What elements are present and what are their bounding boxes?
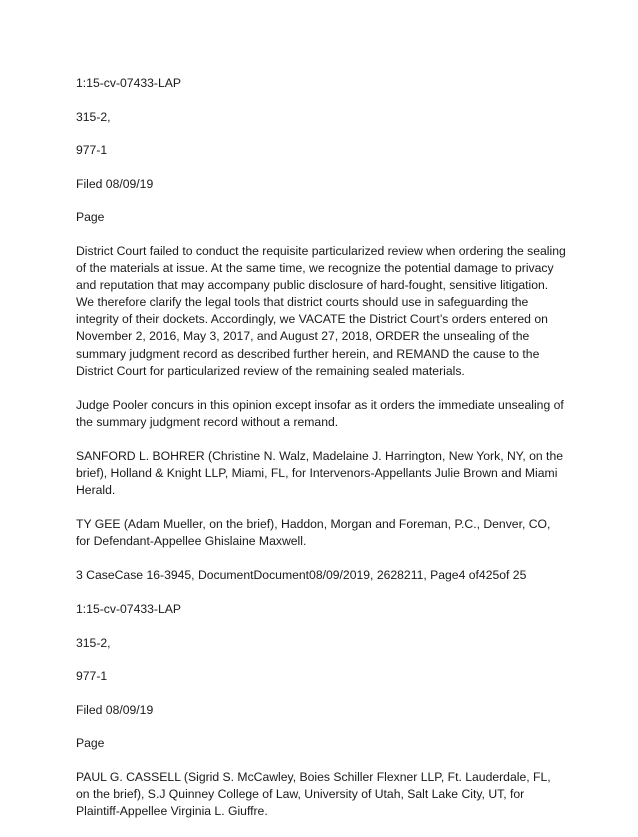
counsel-paragraph: SANFORD L. BOHRER (Christine N. Walz, Madelaine J. Harrington, New York, NY, on the brief), Holland & Knight LLP, Miami, FL, for Intervenors-Appellants Julie Brown and Miami Herald. xyxy=(76,448,563,498)
counsel-paragraph: TY GEE (Adam Mueller, on the brief), Haddon, Morgan and Foreman, P.C., Denver, CO, for Defendant-Appellee Ghislaine Maxwell. xyxy=(76,517,551,549)
page-label-line: Page xyxy=(76,736,105,751)
opinion-paragraph: District Court failed to conduct the requisite particularized review when ordering the sealing of the materials at issue. At the same time, we recognize the potential damage to privacy and reputation that may accompany public disclosure of hard-fought, sensitive litigation. We therefore clarify the legal tools that district courts should use in safeguarding the integrity of their dockets. Accordingly, we VACATE the District Court’s orders entered on November 2, 2016, May 3, 2017, and August 27, 2018, ORDER the unsealing of the summary judgment record as described further herein, and REMAND the cause to the District Court for particularized review of the remaining sealed materials. xyxy=(76,243,566,378)
filed-date-line: Filed 08/09/19 xyxy=(76,176,154,191)
filed-date-line: Filed 08/09/19 xyxy=(76,702,154,717)
case-number-line: 1:15-cv-07433-LAP xyxy=(76,76,182,90)
page-label-line: Page xyxy=(76,210,105,225)
case-header-line: 3 CaseCase 16-3945, DocumentDocument08/09/2019, 2628211, Page4 of425of 25 xyxy=(76,568,527,583)
document-reference-line: 977-1 xyxy=(76,669,108,684)
document-reference-line: 315-2, xyxy=(76,635,111,650)
case-number-line: 1:15-cv-07433-LAP xyxy=(76,601,182,616)
counsel-paragraph: PAUL G. CASSELL (Sigrid S. McCawley, Boies Schiller Flexner LLP, Ft. Lauderdale, FL, on the brief), S.J Quinney College of Law, University of Utah, Salt Lake City, UT, for Plaintiff-Appellee Virginia L. Giuffre. xyxy=(76,769,551,819)
document-reference-line: 977-1 xyxy=(76,143,108,158)
document-body xyxy=(76,75,566,837)
document-reference-line: 315-2, xyxy=(76,109,111,124)
concurrence-paragraph: Judge Pooler concurs in this opinion except insofar as it orders the immediate unsealing of the summary judgment record without a remand. xyxy=(76,397,564,429)
